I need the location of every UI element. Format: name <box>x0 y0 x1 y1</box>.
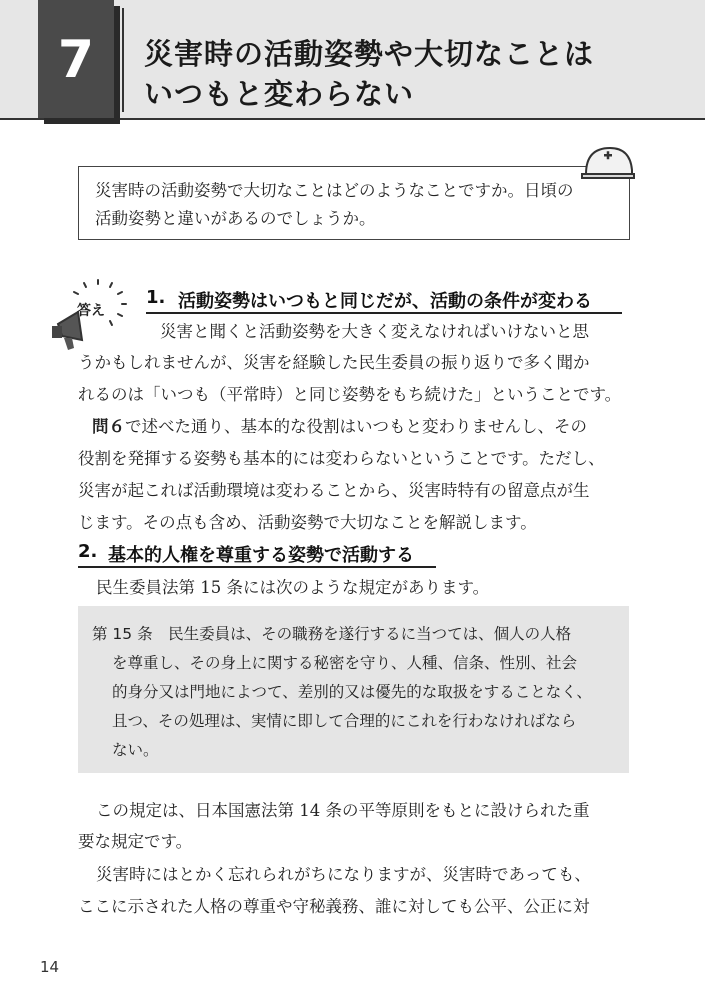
law-line4: 且つ、その処理は、実情に即して合理的にこれを行わなければなら <box>112 712 577 730</box>
section2-number: 2. <box>78 541 98 562</box>
chapter-title-line2: いつもと変わらない <box>144 77 415 111</box>
header-divider <box>122 8 124 112</box>
section2-heading: 基本的人権を尊重する姿勢で活動する <box>108 545 414 566</box>
closing-line2: 要な規定です。 <box>78 832 193 851</box>
question-ref: 問６ <box>92 417 125 436</box>
section2-underline <box>78 566 436 568</box>
s1-para2-line2: 役割を発揮する姿勢も基本的には変わらないということです。ただし、 <box>78 449 605 468</box>
law-line5: ない。 <box>112 741 159 759</box>
s1-para2-line1: 問６で述べた通り、基本的な役割はいつもと変わりませんし、その <box>92 417 587 436</box>
law-line3: 的身分又は門地によつて、差別的又は優先的な取扱をすることなく、 <box>112 683 592 701</box>
law-line2: を尊重し、その身上に関する秘密を守り、人種、信条、性別、社会 <box>112 654 578 672</box>
s1-para1-line2: うかもしれませんが、災害を経験した民生委員の振り返りで多く聞か <box>78 353 590 372</box>
section1-number: 1. <box>146 287 166 308</box>
section2-intro: 民生委員法第 15 条には次のような規定があります。 <box>96 578 490 597</box>
law-quote-box <box>78 606 629 773</box>
closing-line3: 災害時にはとかく忘れられがちになりますが、災害時であっても、 <box>96 865 591 884</box>
closing-line1: この規定は、日本国憲法第 14 条の平等原則をもとに設けられた重 <box>96 801 590 820</box>
question-line1: 災害時の活動姿勢で大切なことはどのようなことですか。日頃の <box>95 181 574 200</box>
law-line1: 第 15 条 民生委員は、その職務を遂行するに当つては、個人の人格 <box>92 625 572 643</box>
section1-underline <box>146 312 622 314</box>
closing-line4: ここに示された人格の尊重や守秘義務、誰に対しても公平、公正に対 <box>78 897 590 916</box>
s1-para2-line3: 災害が起これば活動環境は変わることから、災害時特有の留意点が生 <box>78 481 590 500</box>
chapter-number-box <box>38 0 114 118</box>
s1-para1-line1: 災害と聞くと活動姿勢を大きく変えなければいけないと思 <box>160 322 589 341</box>
page-number: 14 <box>40 958 60 976</box>
chapter-number: 7 <box>57 30 95 90</box>
s1-para2-line4: じます。その点も含め、活動姿勢で大切なことを解説します。 <box>78 513 537 532</box>
question-box <box>78 166 630 240</box>
chapter-title-line1: 災害時の活動姿勢や大切なことは <box>144 37 595 71</box>
answer-badge-label: 答え <box>77 303 105 319</box>
question-line2: 活動姿勢と違いがあるのでしょうか。 <box>95 209 376 228</box>
helmet-icon <box>580 140 636 184</box>
section1-heading: 活動姿勢はいつもと同じだが、活動の条件が変わる <box>178 291 592 312</box>
s1-para1-line3: れるのは「いつも（平常時）と同じ姿勢をもち続けた」ということです。 <box>78 385 622 404</box>
